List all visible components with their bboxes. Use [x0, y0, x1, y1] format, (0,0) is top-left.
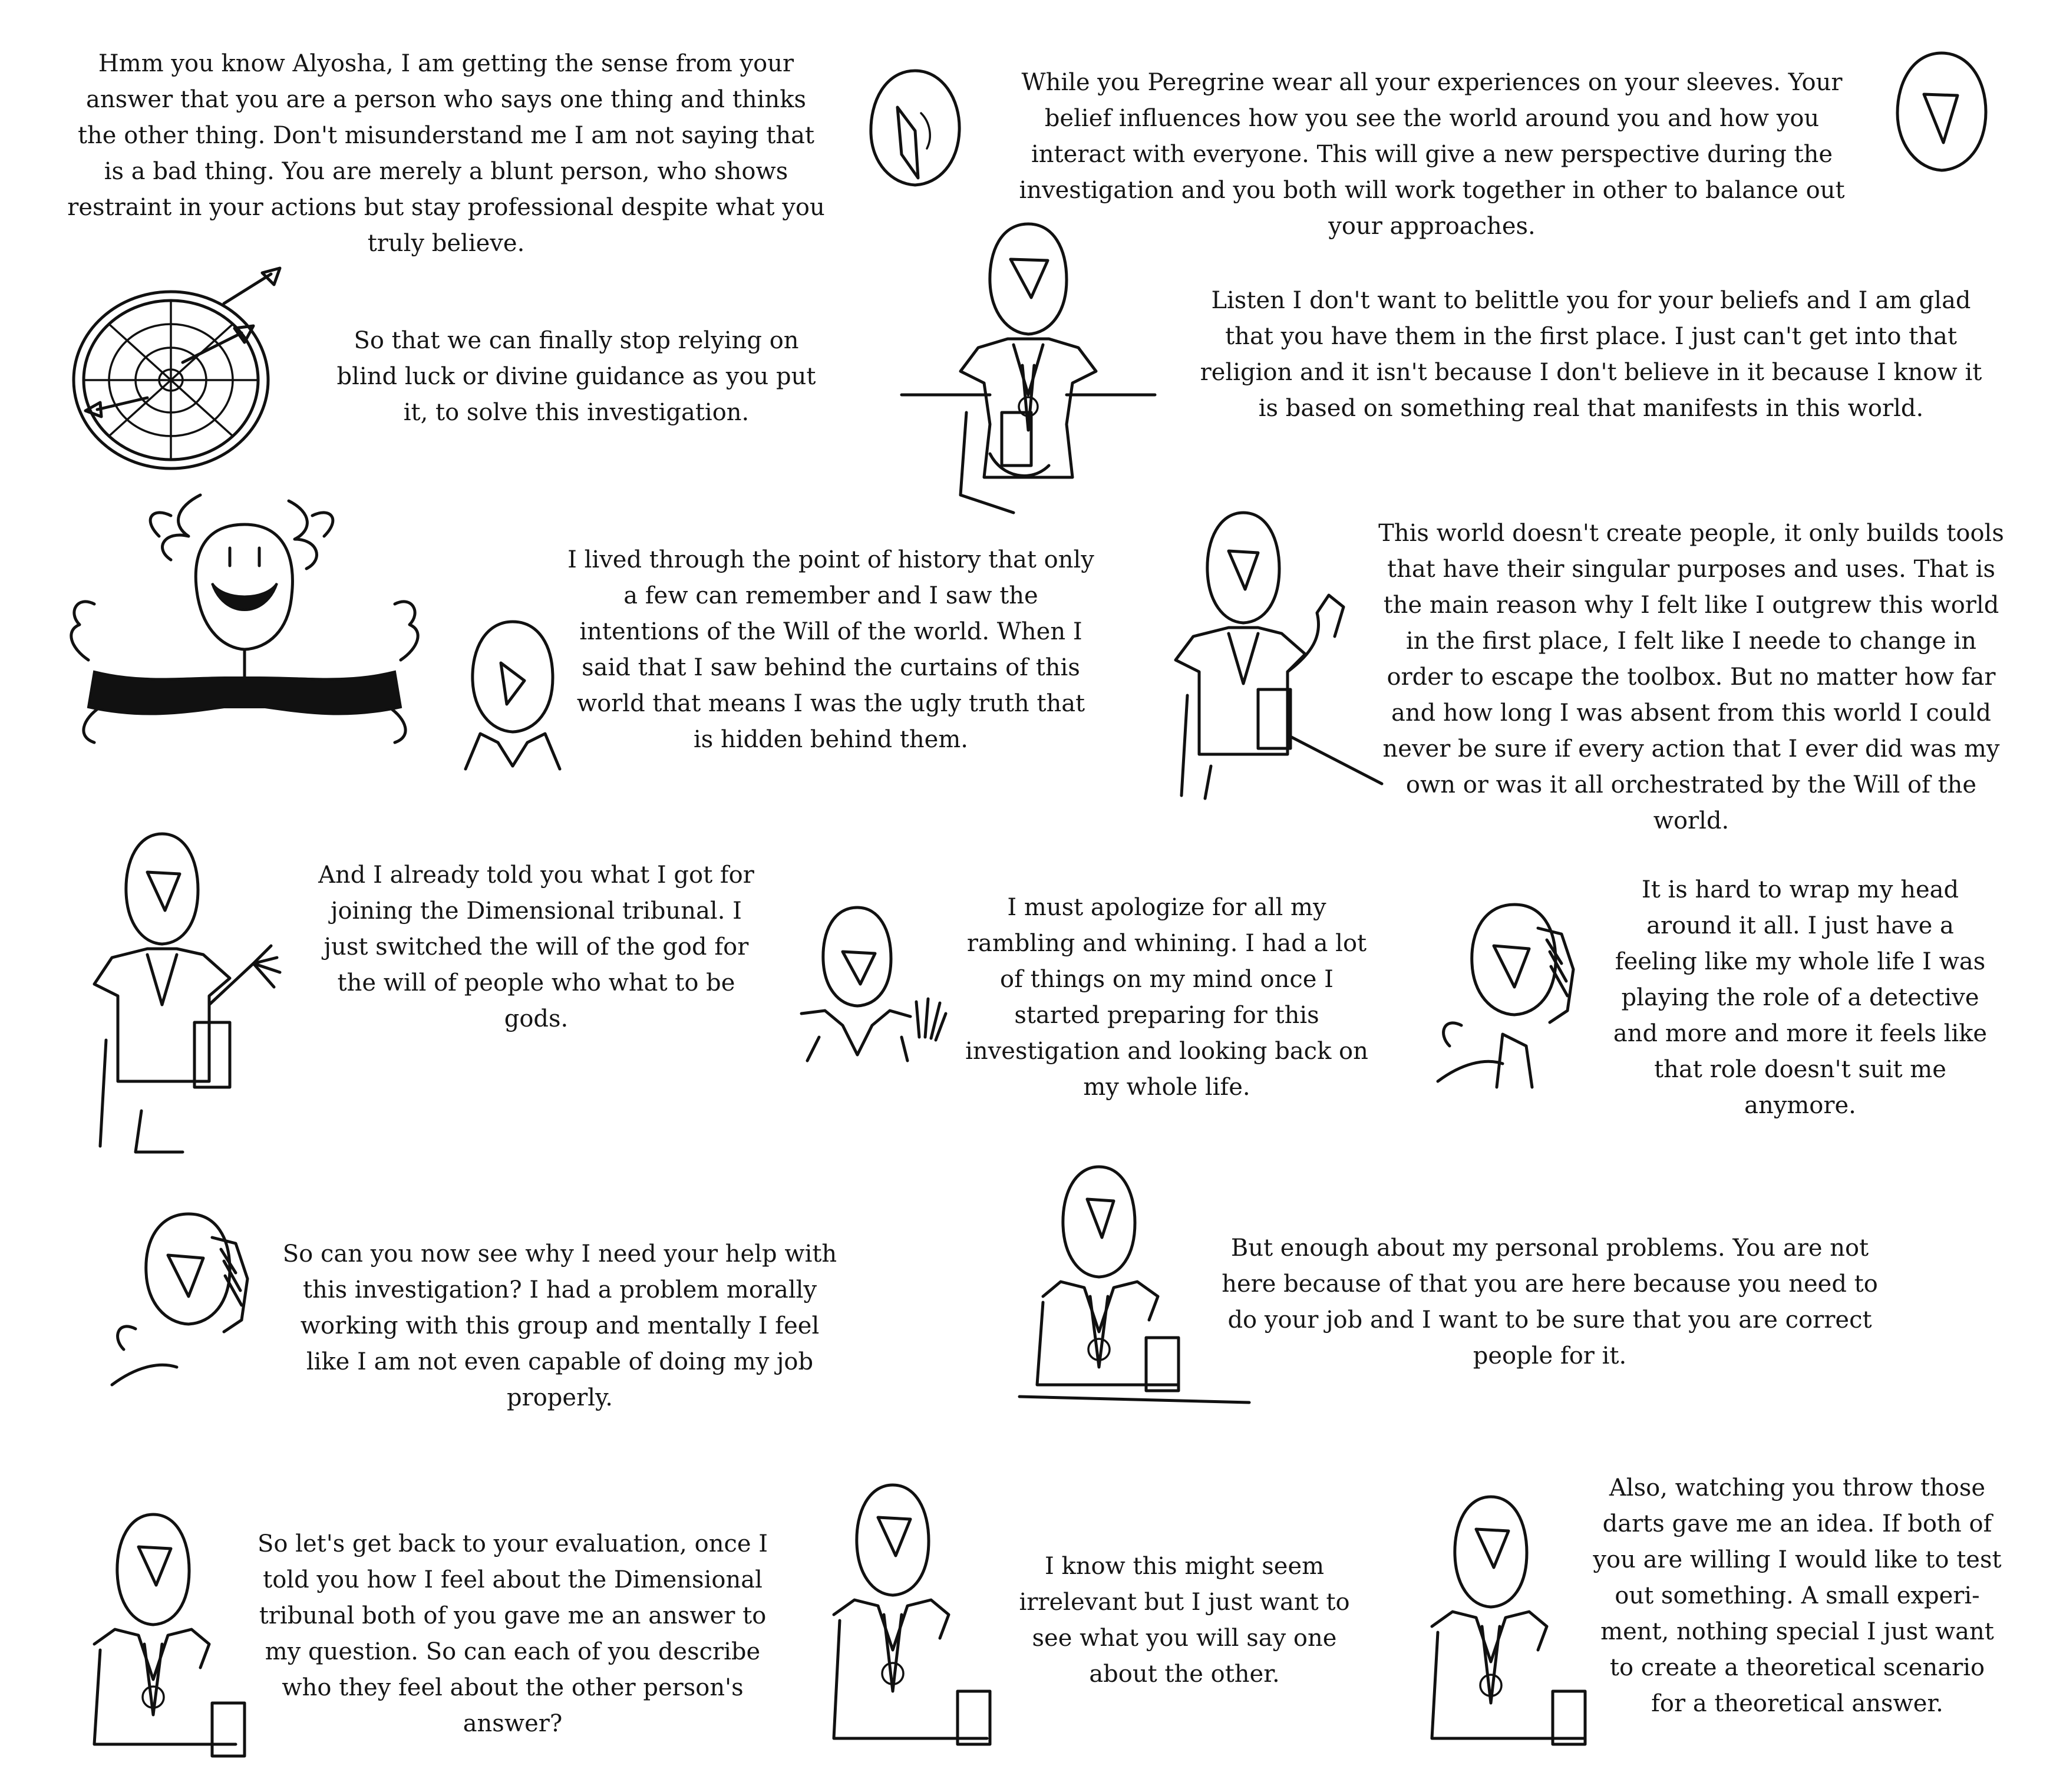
dialogue-text-5: I lived through the point of history that only a few can remember and I saw the intentions of the Will of the world. When I said that I saw behind the curtains of this world that means I was the ugly truth that is hidden behind them.	[567, 546, 1094, 753]
dialogue-text-4: Listen I don't want to belittle you for your beliefs and I am glad that you have them in the first place. I just can't get into that religion and it isn't because I don't believe in it because I know it is based on something real that manifests in this world.	[1200, 287, 1982, 422]
dialogue-text-1: Hmm you know Alyosha, I am getting the sense from your answer that you are a person who says one thing and thinks the other thing. Don't misunderstand me I am not saying that is a bad thing. You are merely a blunt person, who shows restraint in your actions but stay professional despite what you truly believe.	[67, 50, 825, 257]
detective-head-in-hand-icon	[1426, 899, 1620, 1093]
dialogue-text-8: I must apologize for all my rambling and whining. I had a lot of things on my mind once I started preparing for this investigation and looking back on my whole life.	[965, 894, 1368, 1101]
dialogue-text-7: And I already told you what I got for joining the Dimensional tribunal. I just switched the will of the god for the will of people who what to be gods.	[318, 862, 754, 1032]
detective-holding-glass-front-icon	[896, 218, 1161, 519]
mask-face-small-glance-icon	[448, 616, 577, 772]
detective-seated-with-glass-2-icon	[82, 1509, 259, 1768]
dialogue-text-11: But enough about my personal problems. You are not here because of that you are here because you need to do your job and I want to be sure that you are correct people for it.	[1222, 1235, 1878, 1369]
dialogue-text-2: While you Peregrine wear all your experiences on your sleeves. Your belief influences how you see the world around you and how you interact with everyone. This will give a new perspective during the investigation and you both will work together in other to balance out your approaches.	[1019, 69, 1845, 240]
mask-face-frown-icon	[1892, 48, 1992, 175]
detective-clawed-hand-seated-icon	[53, 828, 301, 1158]
detective-waving-hand-icon	[790, 902, 949, 1067]
dialogue-text-9: It is hard to wrap my head around it all. I just have a feeling like my whole life I was playing the role of a detective and more and more it feels like that role doesn't suit me anymore.	[1613, 876, 1988, 1119]
dialogue-text-6: This world doesn't create people, it only builds tools that have their singular purposes and uses. That is the main reason why I felt like I outgrew this world in the first place, I felt like I neede to change in order to escape the toolbox. But no matter how far and how long I was absent from this world I could never be sure if every action that I ever did was my own or was it all orchestrated by the Will of the world.	[1378, 520, 2004, 834]
mask-face-smile-icon	[865, 66, 965, 190]
dialogue-text-13: I know this might seem irrelevant but I just want to see what you will say one about the other.	[1019, 1553, 1350, 1688]
detective-raising-hand-seated-icon	[1140, 507, 1388, 801]
flaming-figure-arms-spread-icon	[53, 483, 436, 754]
detective-seated-with-glass-4-icon	[1414, 1491, 1609, 1768]
detective-seated-with-glass-3-icon	[816, 1479, 1011, 1768]
dialogue-text-14: Also, watching you throw those darts gave me an idea. If both of you are willing I would like to test out something. A small experi- ment, nothing special I just want to create a theoretical scenario for a theoretical answer.	[1593, 1474, 2002, 1717]
dialogue-text-10: So can you now see why I need your help with this investigation? I had a problem morally working with this group and mentally I feel like I am not even capable of doing my job properly.	[282, 1240, 837, 1411]
detective-head-in-hand-2-icon	[100, 1208, 283, 1397]
dialogue-text-3: So that we can finally stop relying on blind luck or divine guidance as you put it, to solve this investigation.	[336, 327, 816, 426]
dialogue-text-12: So let's get back to your evaluation, once I told you how I feel about the Dimensional tribunal both of you gave me an answer to my question. So can each of you describe who they feel about the other person's answer?	[257, 1530, 768, 1737]
dartboard-with-darts-icon	[65, 262, 289, 474]
